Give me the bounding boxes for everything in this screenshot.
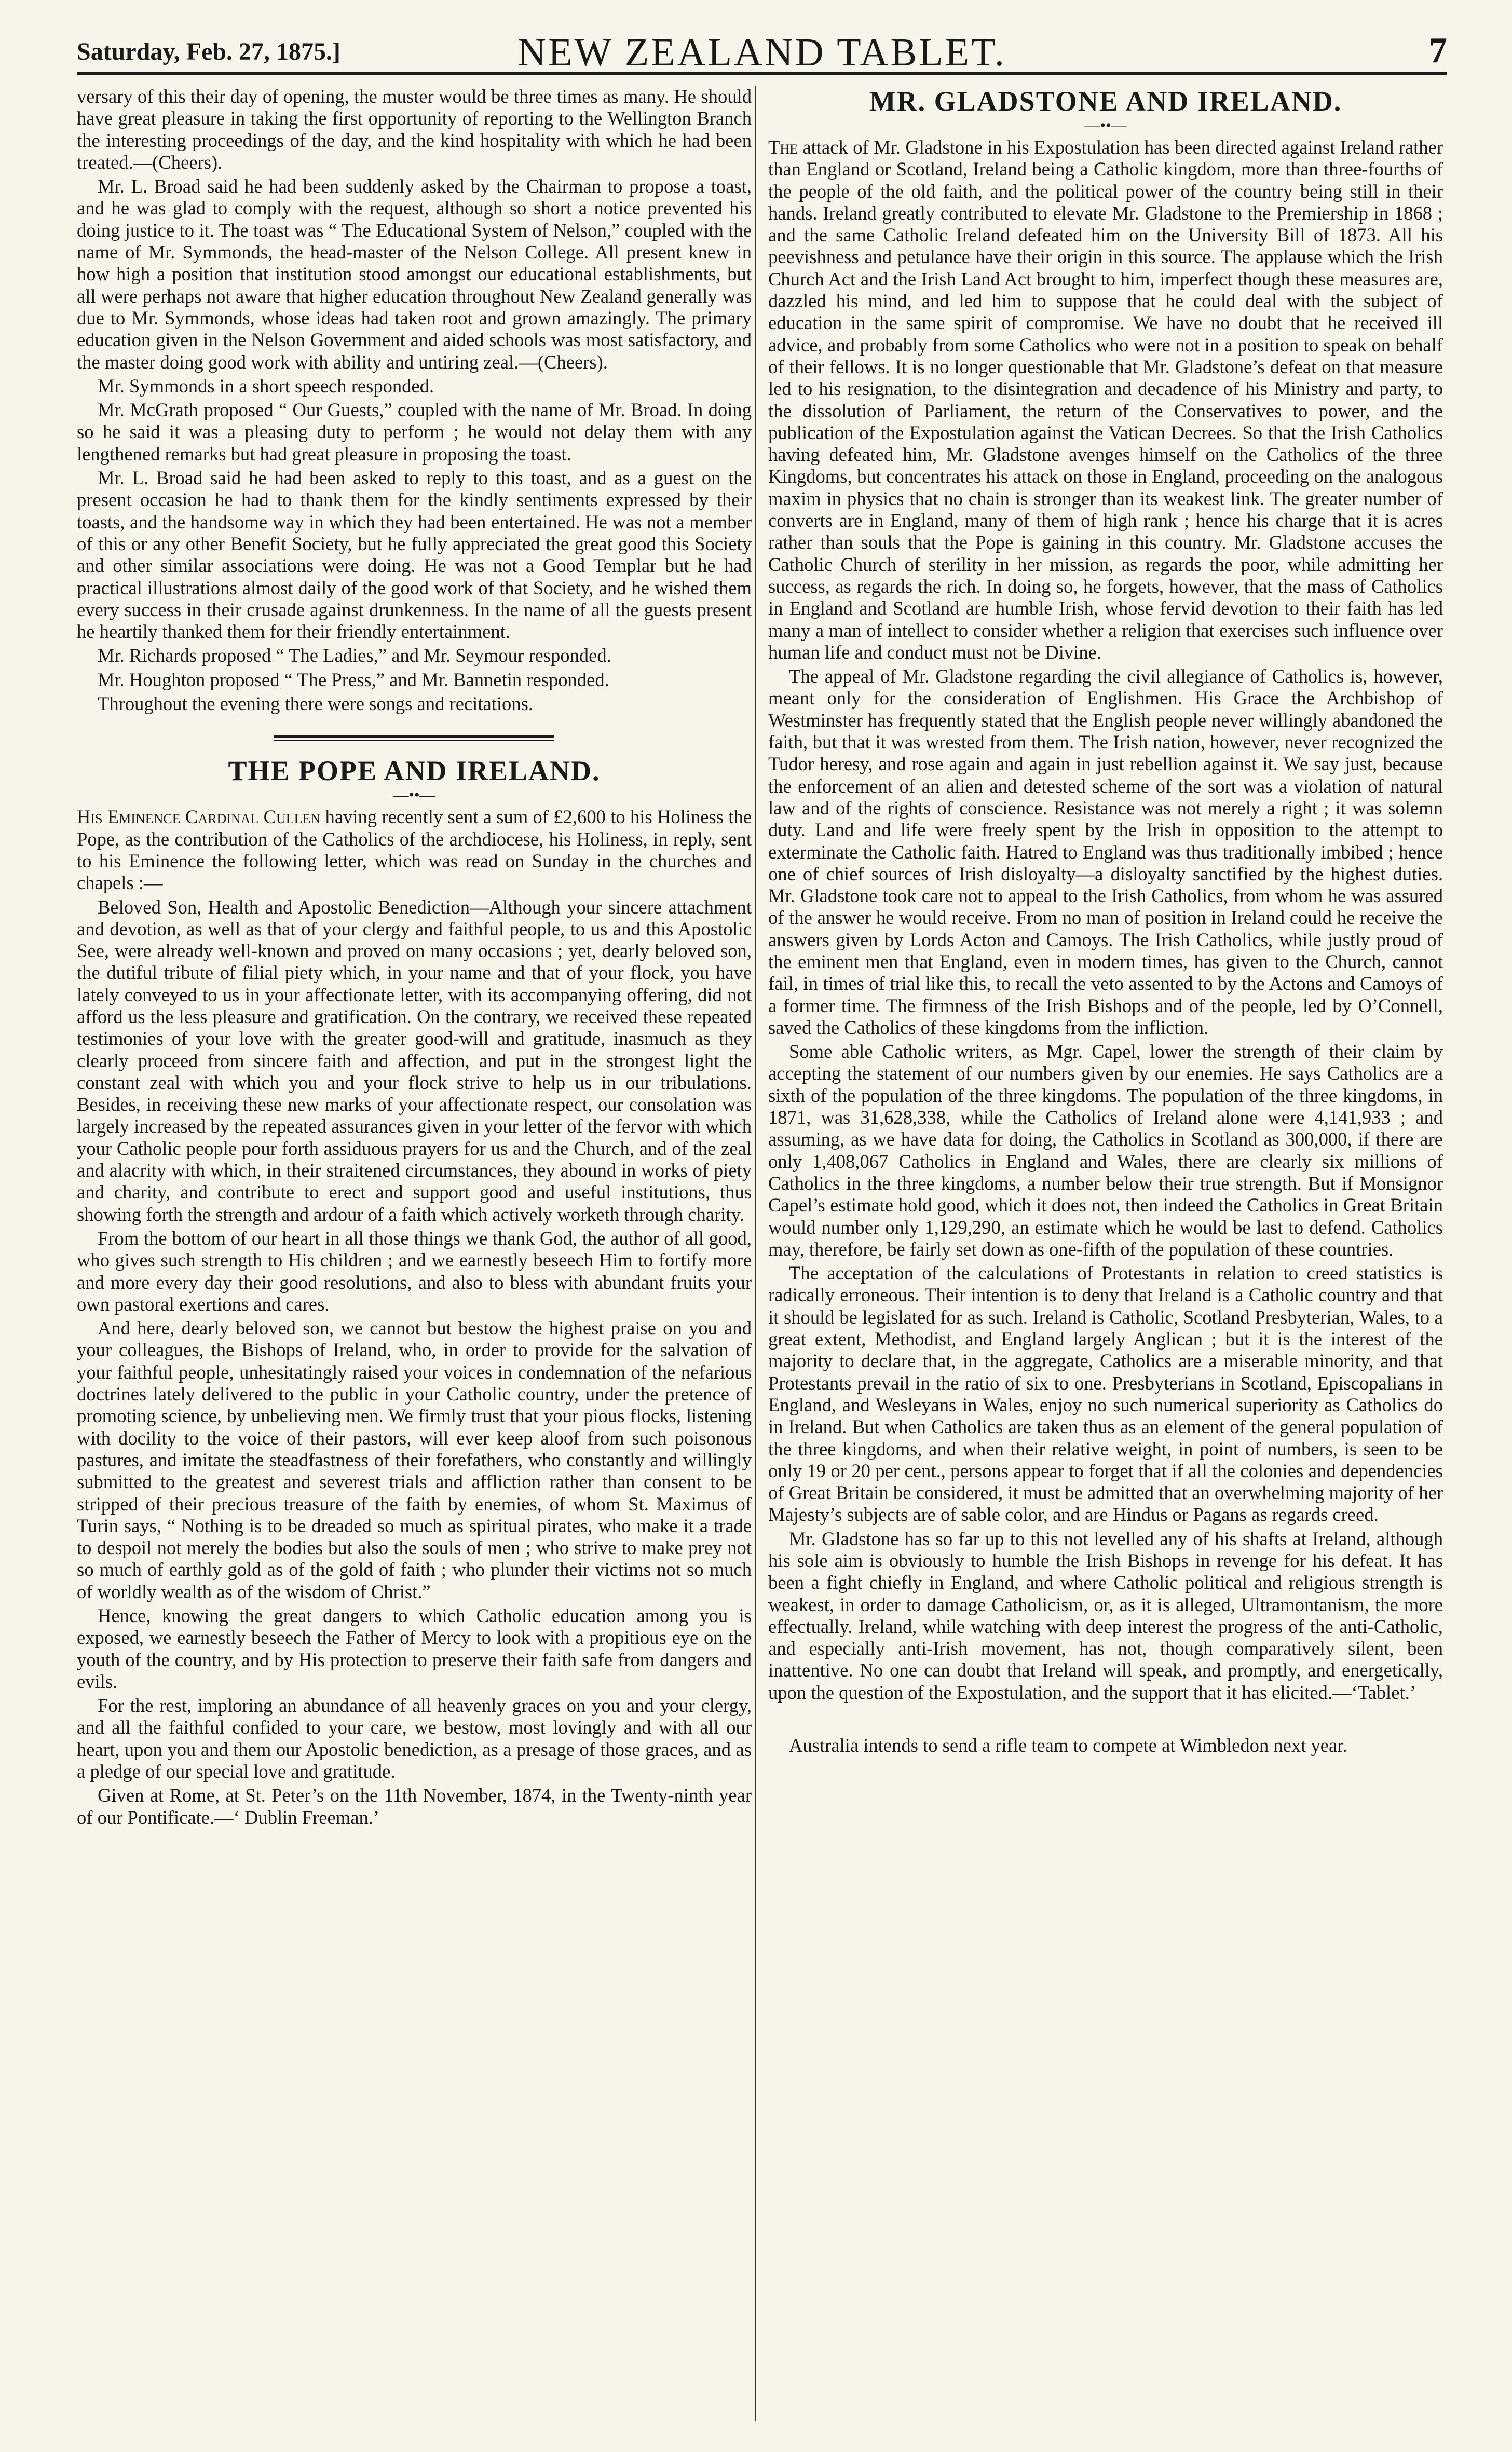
heading-ornament: —••— (1084, 117, 1127, 134)
paragraph: Some able Catholic writers, as Mgr. Capel, lower the strength of their claim by accepting the statement of our numbers given by our enemies. He says Catholics are a sixth of the population of the three kingdoms. The population of the three kingdoms, in 1871, was 31,628,338, while the Catholics of Ireland alone were 4,141,933 ; and assuming, as we have data for doing, the Catholics in Scotland as 300,000, if there are only 1,408,067 Catholics in England and Wales, there are clearly six millions of Catholics in the three kingdoms, a number below their true strength. But if Monsignor Capel’s estimate hold good, which it does not, then indeed the Catholics in Great Britain would number only 1,129,290, an estimate which he would be last to defend. Catholics may, therefore, be fairly set down as one-fifth of the population of these countries. (768, 1041, 1443, 1260)
paragraph: And here, dearly beloved son, we cannot but bestow the highest praise on you and your colleagues, the Bishops of Ireland, who, in order to provide for the salvation of your faithful people, unhesitatingly raised your voices in condemnation of the nefarious doctrines lately delivered to the public in your Catholic country, under the pretence of promoting science, by unbelieving men. We firmly trust that your pious flocks, listening with docility to the voice of their pastors, will ever keep aloof from such poisonous pastures, and imitate the steadfastness of their forefathers, who constantly and willingly submitted to the greatest and severest trials and affliction rather than consent to be stripped of their precious treasure of the faith by enemies, of whom St. Maximus of Turin says, “ Nothing is to be dreaded so much as spiritual pirates, who make it a trade to despoil not merely the bodies but also the souls of men ; who strive to make prey not so much of earthly gold as of the gold of faith ; who plunder their victims not so much of worldly wealth as of the wisdom of Christ.” (77, 1317, 752, 1602)
section-rule (274, 735, 554, 741)
paragraph: Throughout the evening there were songs and recitations. (98, 693, 534, 715)
paragraph: From the bottom of our heart in all those things we thank God, the author of all good, who gives such strength to His children ; and we earnestly beseech Him to fortify more and more every day their good resolutions, and also to bless with abundant fruits your own pastoral exertions and cares. (77, 1227, 752, 1315)
issue-date: Saturday, Feb. 27, 1875.] (77, 38, 341, 65)
paragraph: Mr. McGrath proposed “ Our Guests,” coupled with the name of Mr. Broad. In doing so he said it was a pleasing duty to perform ; he would not delay them with any lengthened remarks but had great pleasure in proposing the toast. (77, 399, 752, 465)
paragraph: Hence, knowing the great dangers to which Catholic education among you is exposed, we earnestly beseech the Father of Mercy to look with a propitious eye on the youth of the country, and by His protection to preserve their faith safe from dangers and evils. (77, 1605, 752, 1692)
left-column (77, 86, 752, 1831)
page-number: 7 (1429, 31, 1447, 71)
lead-small-caps: His Eminence Cardinal Cullen (77, 806, 321, 828)
newspaper-title: NEW ZEALAND TABLET. (517, 31, 1006, 74)
lead-small-caps: The (768, 137, 798, 158)
closing-note: Australia intends to send a rifle team to compete at Wimbledon next year. (789, 1735, 1347, 1756)
paragraph: Given at Rome, at St. Peter’s on the 11th November, 1874, in the Twenty-ninth year of our Pontificate.—‘ Dublin Freeman.’ (77, 1784, 752, 1828)
lead-text: attack of Mr. Gladstone in his Expostulation has been directed against Ireland rather than England or Scotland, Ireland being a Catholic kingdom, more than three-fourths of the people of the old faith, and the political power of the country being still in their hands. Ireland greatly contributed to elevate Mr. Gladstone to the Premiership in 1868 ; and the same Catholic Ireland defeated him on the University Bill of 1873. All his peevishness and petulance have their origin in this source. The applause which the Irish Church Act and the Irish Land Act brought to him, imperfect though these measures are, dazzled his mind, and led him to suppose that he could deal with the subject of education in the same spirit of compromise. We have no doubt that he received ill advice, and probably from some Catholics who were not in a position to speak on behalf of their fellows. It is no longer questionable that Mr. Gladstone’s defeat on that measure led to his resignation, to the disintegration and decadence of his Ministry and party, to the dissolution of Parliament, the return of the Conservatives to power, and the publication of the Expostulation against the Vatican Decrees. So that the Irish Catholics having defeated him, Mr. Gladstone avenges himself on the Catholics of the three Kingdoms, but concentrates his attack on those in England, proceeding on the analogous maxim in physics that no chain is stronger than its weakest link. The greater number of converts are in England, many of them of high rank ; hence his charge that it is acres rather than souls that the Pope is gaining in this country. Mr. Gladstone accuses the Catholic Church of sterility in her mission, as regards the poor, while admitting her success, as regards the rich. In doing so, he forgets, however, that the mass of Catholics in England and Scotland are humble Irish, whose fervid devotion to their faith has led many a man of intellect to consider whether a religion that exercises such influence over human life and conduct must not be Divine. (768, 137, 1443, 663)
paragraph: Mr. Richards proposed “ The Ladies,” and Mr. Seymour responded. (98, 645, 611, 666)
paragraph: Mr. L. Broad said he had been suddenly asked by the Chairman to propose a toast, and he was glad to comply with the request, although so short a notice prevented his doing justice to it. The toast was “ The Educational System of Nelson,” coupled with the name of Mr. Symmonds, the head-master of the Nelson College. All present knew in how high a position that institution stood amongst our educational establishments, but all were perhaps not aware that higher education throughout New Zealand generally was due to Mr. Symmonds, whose ideas had taken root and grown amazingly. The primary education given in the Nelson Government and aided schools was most satisfactory, and the master doing good work with ability and untiring zeal.—(Cheers). (77, 175, 752, 373)
lead-text: having recently sent a sum of £2,600 to his Holiness the Pope, as the contribution of the Catholics of the archdiocese, his Holiness, in reply, sent to his Eminence the following letter, which was read on Sunday in the churches and chapels :— (77, 806, 752, 894)
paragraph: Mr. Houghton proposed “ The Press,” and Mr. Bannetin responded. (98, 669, 609, 690)
paragraph: The appeal of Mr. Gladstone regarding the civil allegiance of Catholics is, however, meant only for the consideration of Englishmen. His Grace the Archbishop of Westminster has frequently stated that the English people never willingly abandoned the faith, but that it was wrested from them. The Irish nation, however, never recognized the Tudor heresy, and rose again and again in just rebellion against it. We say just, because the enforcement of an alien and detested scheme of the sort was a violation of natural law and of the rights of conscience. Resistance was not merely a right ; it was solemn duty. Land and life were freely spent by the Irish in opposition to the attempt to exterminate the Catholic faith. Hatred to England was thus traditionally imbibed ; hence one of chief sources of Irish disloyalty—a disloyalty sanctified by the highest duties. Mr. Gladstone took care not to appeal to the Irish Catholics, from whom he was assured of the answer he would receive. From no man of position in Ireland could he receive the answers given by Lords Acton and Camoys. The Irish Catholics, while justly proud of the eminent men that England, even in modern times, has given to the Church, cannot fail, in times of trial like this, to recall the veto assented to by the Actons and Camoys of a former time. The firmness of the Irish Bishops and of the people, led by O’Connell, saved the Catholics of these kingdoms from the infliction. (768, 665, 1443, 1038)
article-heading: MR. GLADSTONE AND IRELAND. (869, 86, 1342, 117)
paragraph: Mr. Gladstone has so far up to this not levelled any of his shafts at Ireland, although his sole aim is obviously to humble the Irish Bishops in revenge for his defeat. It has been a fight chiefly in England, and where Catholic political and religious strength is weakest, in order to damage Catholicism, or, as it is alleged, Ultramontanism, the more effectually. Ireland, while watching with deep interest the progress of the anti-Catholic, and especially anti-Irish movement, has not, though comparatively silent, been inattentive. No one can doubt that Ireland will speak, and promptly, and energetically, upon the question of the Expostulation, and the support that it has elicited.—‘Tablet.’ (768, 1528, 1443, 1703)
paragraph: Mr. Symmonds in a short speech responded. (98, 375, 434, 397)
paragraph: The acceptation of the calculations of Protestants in relation to creed statistics is radically erroneous. Their intention is to deny that Ireland is a Catholic country and that it should be legislated for as such. Ireland is Catholic, Scotland Presbyterian, Wales, to a great extent, Methodist, and England largely Anglican ; but it is the interest of the majority to declare that, in the aggregate, Catholics are a miserable minority, and that Protestants prevail in the ratio of six to one. Presbyterians in Scotland, Episcopalians in England, and Wesleyans in Wales, enjoy no such numerical superiority as Catholics do in Ireland. But when Catholics are taken thus as an element of the general population of the three kingdoms, and when their relative weight, in point of numbers, is seen to be only 19 or 20 per cent., persons appear to forget that if all the colonies and dependencies of Great Britain be considered, it must be admitted that an overwhelming majority of her Majesty’s subjects are of sable color, and are Hindus or Pagans as regards creed. (768, 1262, 1443, 1525)
article-heading: THE POPE AND IRELAND. (228, 755, 601, 787)
paragraph: Mr. L. Broad said he had been asked to reply to this toast, and as a guest on the present occasion he had to thank them for the kindly sentiments expressed by their toasts, and the handsome way in which they had been entertained. He was not a member of this or any other Benefit Society, but he fully appreciated the great good this Society and other similar associations were doing. He was not a Good Templar but he had practical illustrations almost daily of the good work of that Society, and he wished them every success in their crusade against drunkenness. In the name of all the guests present he heartily thanked them for their friendly entertainment. (77, 467, 752, 643)
paragraph: For the rest, imploring an abundance of all heavenly graces on you and your clergy, and all the faithful confided to your care, we bestow, most lovingly and with all our heart, upon you and them our Apostolic benediction, as a presage of those graces, and as a pledge of our special love and gratitude. (77, 1695, 752, 1782)
paragraph: Beloved Son, Health and Apostolic Benediction—Although your sincere attachment and devotion, as well as that of your clergy and faithful people, to us and this Apostolic See, were already well-known and proved on many occasions ; yet, dearly beloved son, the dutiful tribute of filial piety which, in your name and that of your flock, you have lately conveyed to us in your affectionate letter, with its accompanying offering, did not afford us the less pleasure and gratification. On the contrary, we received these repeated testimonies of your love with the greater good-will and gratitude, inasmuch as they clearly proceed from sincere faith and affection, and put in the strongest light the constant zeal with which you and your flock strive to help us in our tribulations. Besides, in receiving these new marks of your affectionate respect, our consolation was largely increased by the repeated assurances given in your letter of the fervor with which your Catholic people pour forth assiduous prayers for us and the Church, and of the zeal and alacrity with which, in their straitened circumstances, they abound in works of piety and charity, and contribute to erect and support good and useful institutions, thus showing forth the strength and ardour of a faith which actively worketh through charity. (77, 896, 752, 1225)
masthead (77, 25, 1447, 75)
article-lead (77, 806, 752, 894)
right-column (768, 86, 1443, 1759)
paragraph: versary of this their day of opening, the muster would be three times as many. He should have great pleasure in taking the first opportunity of reporting to the Wellington Branch the interesting proceedings of the day, and the kind hospitality with which he had been treated.—(Cheers). (77, 86, 752, 173)
column-divider (755, 86, 756, 2421)
heading-ornament: —••— (393, 786, 435, 804)
article-lead (768, 137, 1443, 663)
